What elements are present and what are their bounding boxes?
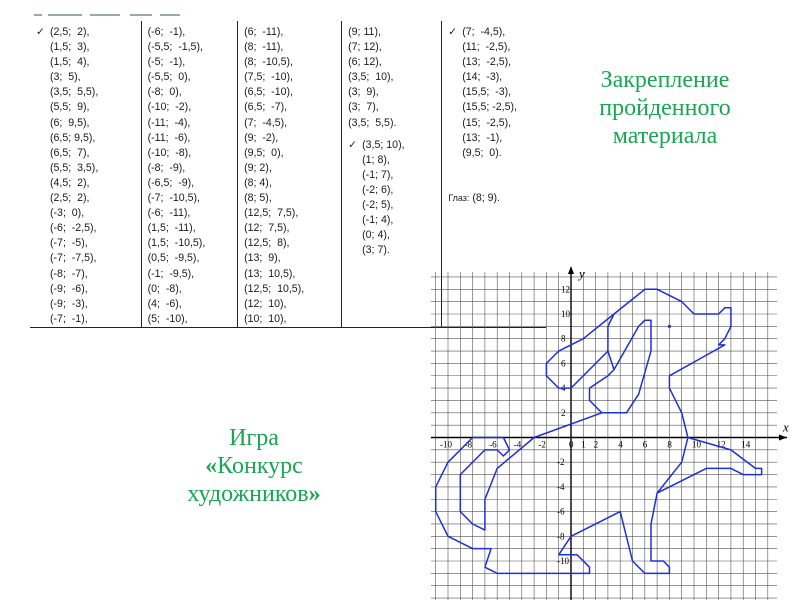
y-tick-label: -6 <box>557 506 565 517</box>
coordinate-pair: (-8; 0), <box>147 86 182 99</box>
coordinate-pair: (5,5; 3,5), <box>50 161 99 174</box>
coordinate-pair: (1,5; -11), <box>147 222 196 235</box>
coordinate-pair: (0; 4), <box>362 229 390 242</box>
coordinate-pair: (-3; 0), <box>50 207 85 220</box>
coordinate-pair: (-6; -1), <box>147 26 186 38</box>
x-tick-label: 0 <box>569 439 574 450</box>
x-tick-label: -10 <box>440 439 452 450</box>
coordinate-pair: (6,5; 7), <box>50 146 90 159</box>
coordinate-pair: (-7; -7,5), <box>50 252 97 265</box>
coordinate-pair: (3,5; 10), <box>348 71 394 84</box>
x-tick-label: -2 <box>538 439 546 450</box>
x-tick-label: 4 <box>618 439 623 450</box>
coordinate-pair: (-8; -9), <box>147 161 186 174</box>
y-tick-label: -4 <box>557 481 565 492</box>
eye-label: Глаз: <box>448 192 470 203</box>
coordinate-pair: (-10; -8), <box>147 146 192 159</box>
x-axis-arrow-icon <box>779 435 787 441</box>
y-axis-label: y <box>579 266 585 281</box>
x-axis-label: x <box>783 419 789 435</box>
coordinate-pair: (-2; 6), <box>362 183 394 196</box>
coordinate-pair: (5; -10), <box>147 312 188 325</box>
x-tick-label: 14 <box>741 439 751 450</box>
y-tick-label: 12 <box>561 284 570 295</box>
title-left-line1: Игра <box>229 425 279 451</box>
checkmark-icon: ✓ <box>348 138 358 151</box>
checkmark-icon: ✓ <box>36 26 45 38</box>
coordinate-pair: (-7; -1), <box>50 312 88 325</box>
eye-value: (8; 9). <box>469 191 500 204</box>
coordinate-pair: (-2; 5), <box>362 199 394 212</box>
y-tick-label: 2 <box>561 407 566 418</box>
coordinate-text: (7; -4,5), <box>462 26 506 38</box>
y-tick-label: 8 <box>561 333 566 344</box>
coordinate-pair: (-7; -5), <box>50 237 88 250</box>
coordinate-pair: (13; -2,5), <box>462 56 512 69</box>
coordinate-pair: (1,5; 4), <box>50 56 90 69</box>
coordinate-pair: (1; 8), <box>362 153 390 166</box>
coordinate-pair: (0,5; -9,5), <box>147 252 200 265</box>
title-right-line: Закрепление <box>600 67 730 93</box>
x-tick-label: 2 <box>593 439 599 450</box>
x-tick-label: -4 <box>513 439 522 450</box>
y-tick-label: -2 <box>557 457 565 468</box>
coordinate-pair: (-1; -9,5), <box>147 267 195 280</box>
coordinate-pair: (-11; -6), <box>147 131 191 144</box>
coordinate-pair: (8; -11), <box>244 41 284 54</box>
coordinate-pair: (6; -11), <box>244 26 284 38</box>
checkmark-icon: ✓ <box>448 26 458 38</box>
coordinate-pair: (-1; 7), <box>362 168 394 181</box>
coordinate-pair: (-5,5; -1,5), <box>147 41 203 54</box>
title-left-line2-text: Конкурс <box>217 453 303 479</box>
coordinate-pair: (12; 10), <box>244 297 287 310</box>
x-tick-label: 10 <box>692 439 701 450</box>
x-tick-label: -8 <box>464 439 473 450</box>
coordinate-pair: (9; 2), <box>244 161 272 174</box>
coordinate-pair: (8; 5), <box>244 192 272 205</box>
coordinate-pair: (6; 9,5), <box>50 116 90 129</box>
coordinate-pair: (9,5; 0), <box>244 146 284 159</box>
coordinate-pair: (-6,5; -9), <box>147 176 195 189</box>
coordinate-pair: (6,5; -7), <box>244 101 288 114</box>
coordinate-pair: (2,5; 2), <box>50 192 90 205</box>
y-tick-label: -10 <box>557 556 569 566</box>
title-left-line3-text: художников <box>187 481 309 507</box>
coordinate-pair: (15,5; -2,5), <box>462 101 517 114</box>
coordinate-pair: (7; -4,5), <box>244 116 288 129</box>
coordinate-pair: (15,5; -3), <box>462 86 512 99</box>
coordinate-pair: (-10; -2), <box>147 101 192 114</box>
coordinate-pair: (-6; -11), <box>147 207 191 220</box>
coordinate-pair: (-9; -6), <box>50 282 88 295</box>
coordinate-text: (3,5; 10), <box>362 138 405 151</box>
coordinate-pair: (1,5; -10,5), <box>147 237 206 250</box>
coordinate-pair: (3,5; 5,5). <box>348 116 397 129</box>
close-quote: » <box>308 481 321 507</box>
coordinate-pair: (10; 10), <box>244 312 287 325</box>
coordinate-pair: (13; -1), <box>462 131 503 144</box>
y-tick-label: 4 <box>561 383 566 394</box>
coordinate-pair: (3; 9), <box>348 86 379 99</box>
eye-dot <box>668 325 671 328</box>
coordinate-pair: (3; 7), <box>348 101 379 114</box>
coordinate-pair: (6,5; 9,5), <box>50 131 96 144</box>
coordinate-pair: (6; 12), <box>348 56 382 69</box>
coordinate-pair: (9; 11), <box>348 26 381 38</box>
coordinate-pair: (5,5; 9), <box>50 101 90 114</box>
x-tick-label: 12 <box>716 439 726 450</box>
coordinate-pair: (4; -6), <box>147 297 182 310</box>
x-tick-label: 8 <box>667 439 672 450</box>
coordinate-pair: (-5,5; 0), <box>147 71 191 84</box>
coordinate-pair: (3,5; 5,5), <box>50 86 99 99</box>
coordinate-pair: (-11; -4), <box>147 116 191 129</box>
coordinate-pair: (0; -8), <box>147 282 182 295</box>
coordinate-pair: (4,5; 2), <box>50 176 90 189</box>
coordinate-pair: (15; -2,5), <box>462 116 512 129</box>
coordinate-pair: (8; 4), <box>244 176 272 189</box>
x-tick-label: 1 <box>581 439 586 450</box>
coordinate-pair: (12,5; 10,5), <box>244 282 305 295</box>
coordinate-pair: (9; -2), <box>244 131 279 144</box>
coordinate-pair: (6,5; -10), <box>244 86 293 99</box>
coordinate-text: (2,5; 2), <box>50 26 90 38</box>
y-axis-arrow-icon <box>568 266 574 274</box>
coordinate-pair: (-8; -7), <box>50 267 88 280</box>
coordinate-pair: (14; -3), <box>462 71 503 84</box>
title-right-line: пройденного <box>599 95 731 121</box>
x-tick-label: -6 <box>489 439 497 450</box>
coordinate-pair: (7; 12), <box>348 41 382 54</box>
x-tick-label: 6 <box>642 439 648 450</box>
y-tick-label: 10 <box>561 309 570 319</box>
coordinate-pair: (12,5; 8), <box>244 237 290 250</box>
coordinate-pair: (-7; -10,5), <box>147 192 200 205</box>
dog-figure <box>436 289 762 573</box>
coordinate-pair: (12,5; 7,5), <box>244 207 299 220</box>
coordinate-pair: (9,5; 0). <box>462 146 502 159</box>
y-tick-label: -8 <box>557 531 565 542</box>
coordinate-pair: (13; 9), <box>244 252 281 265</box>
coordinate-pair: (7,5; -10), <box>244 71 293 84</box>
title-right-line: материала <box>612 123 718 149</box>
coordinate-pair: (8; -10,5), <box>244 56 293 69</box>
coordinate-pair: (-6; -2,5), <box>50 222 97 235</box>
coordinate-pair: (-9; -3), <box>50 297 88 310</box>
coordinate-pair: (-5; -1), <box>147 56 186 69</box>
coordinate-pair: (-1; 4), <box>362 214 394 227</box>
coordinate-pair: (12; 7,5), <box>244 222 290 235</box>
coordinate-pair: (1,5; 3), <box>50 41 90 54</box>
coordinate-pair: (3; 7). <box>362 244 390 257</box>
coordinate-pair: (11; -2,5), <box>462 41 511 54</box>
y-tick-label: 6 <box>561 358 566 369</box>
open-quote: « <box>205 453 218 479</box>
coordinate-pair: (3; 5), <box>50 71 81 84</box>
coordinate-pair: (13; 10,5), <box>244 267 296 280</box>
